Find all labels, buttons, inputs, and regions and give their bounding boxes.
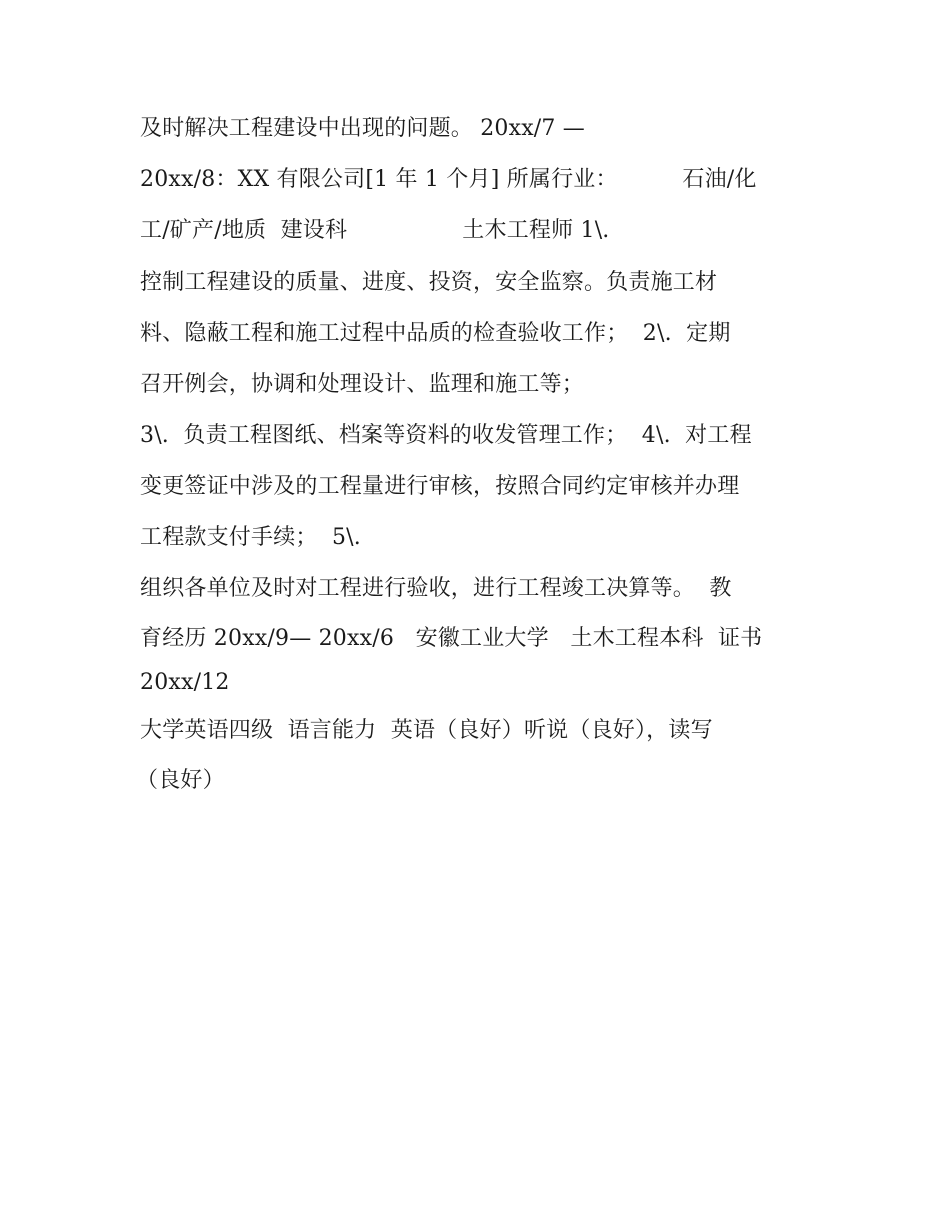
- text-line: 组织各单位及时对工程进行验收，进行工程竣工决算等。 教: [140, 576, 732, 601]
- text-line: 大学英语四级 语言能力 英语（良好）听说（良好），读写: [140, 718, 713, 743]
- text-line: 3\. 负责工程图纸、档案等资料的收发管理工作； 4\. 对工程: [140, 423, 752, 448]
- text-line: 20xx/12: [140, 670, 230, 695]
- text-line: 育经历 20xx/9— 20xx/6 安徽工业大学 土木工程本科 证书: [140, 626, 763, 651]
- text-line: 控制工程建设的质量、进度、投资，安全监察。负责施工材: [140, 270, 718, 295]
- text-line: 料、隐蔽工程和施工过程中品质的检查验收工作； 2\. 定期: [140, 321, 731, 346]
- text-line: （良好）: [136, 768, 225, 793]
- text-line: 工/矿产/地质 建设科 土木工程师 1\.: [140, 218, 610, 243]
- text-line: 及时解决工程建设中出现的问题。 20xx/7 —: [140, 116, 586, 141]
- text-line: 变更签证中涉及的工程量进行审核，按照合同约定审核并办理: [140, 474, 740, 499]
- text-line: 召开例会，协调和处理设计、监理和施工等；: [140, 372, 585, 397]
- text-line: 20xx/8：XX 有限公司[1 年 1 个月] 所属行业： 石油/化: [140, 167, 757, 192]
- text-line: 工程款支付手续； 5\.: [140, 525, 361, 550]
